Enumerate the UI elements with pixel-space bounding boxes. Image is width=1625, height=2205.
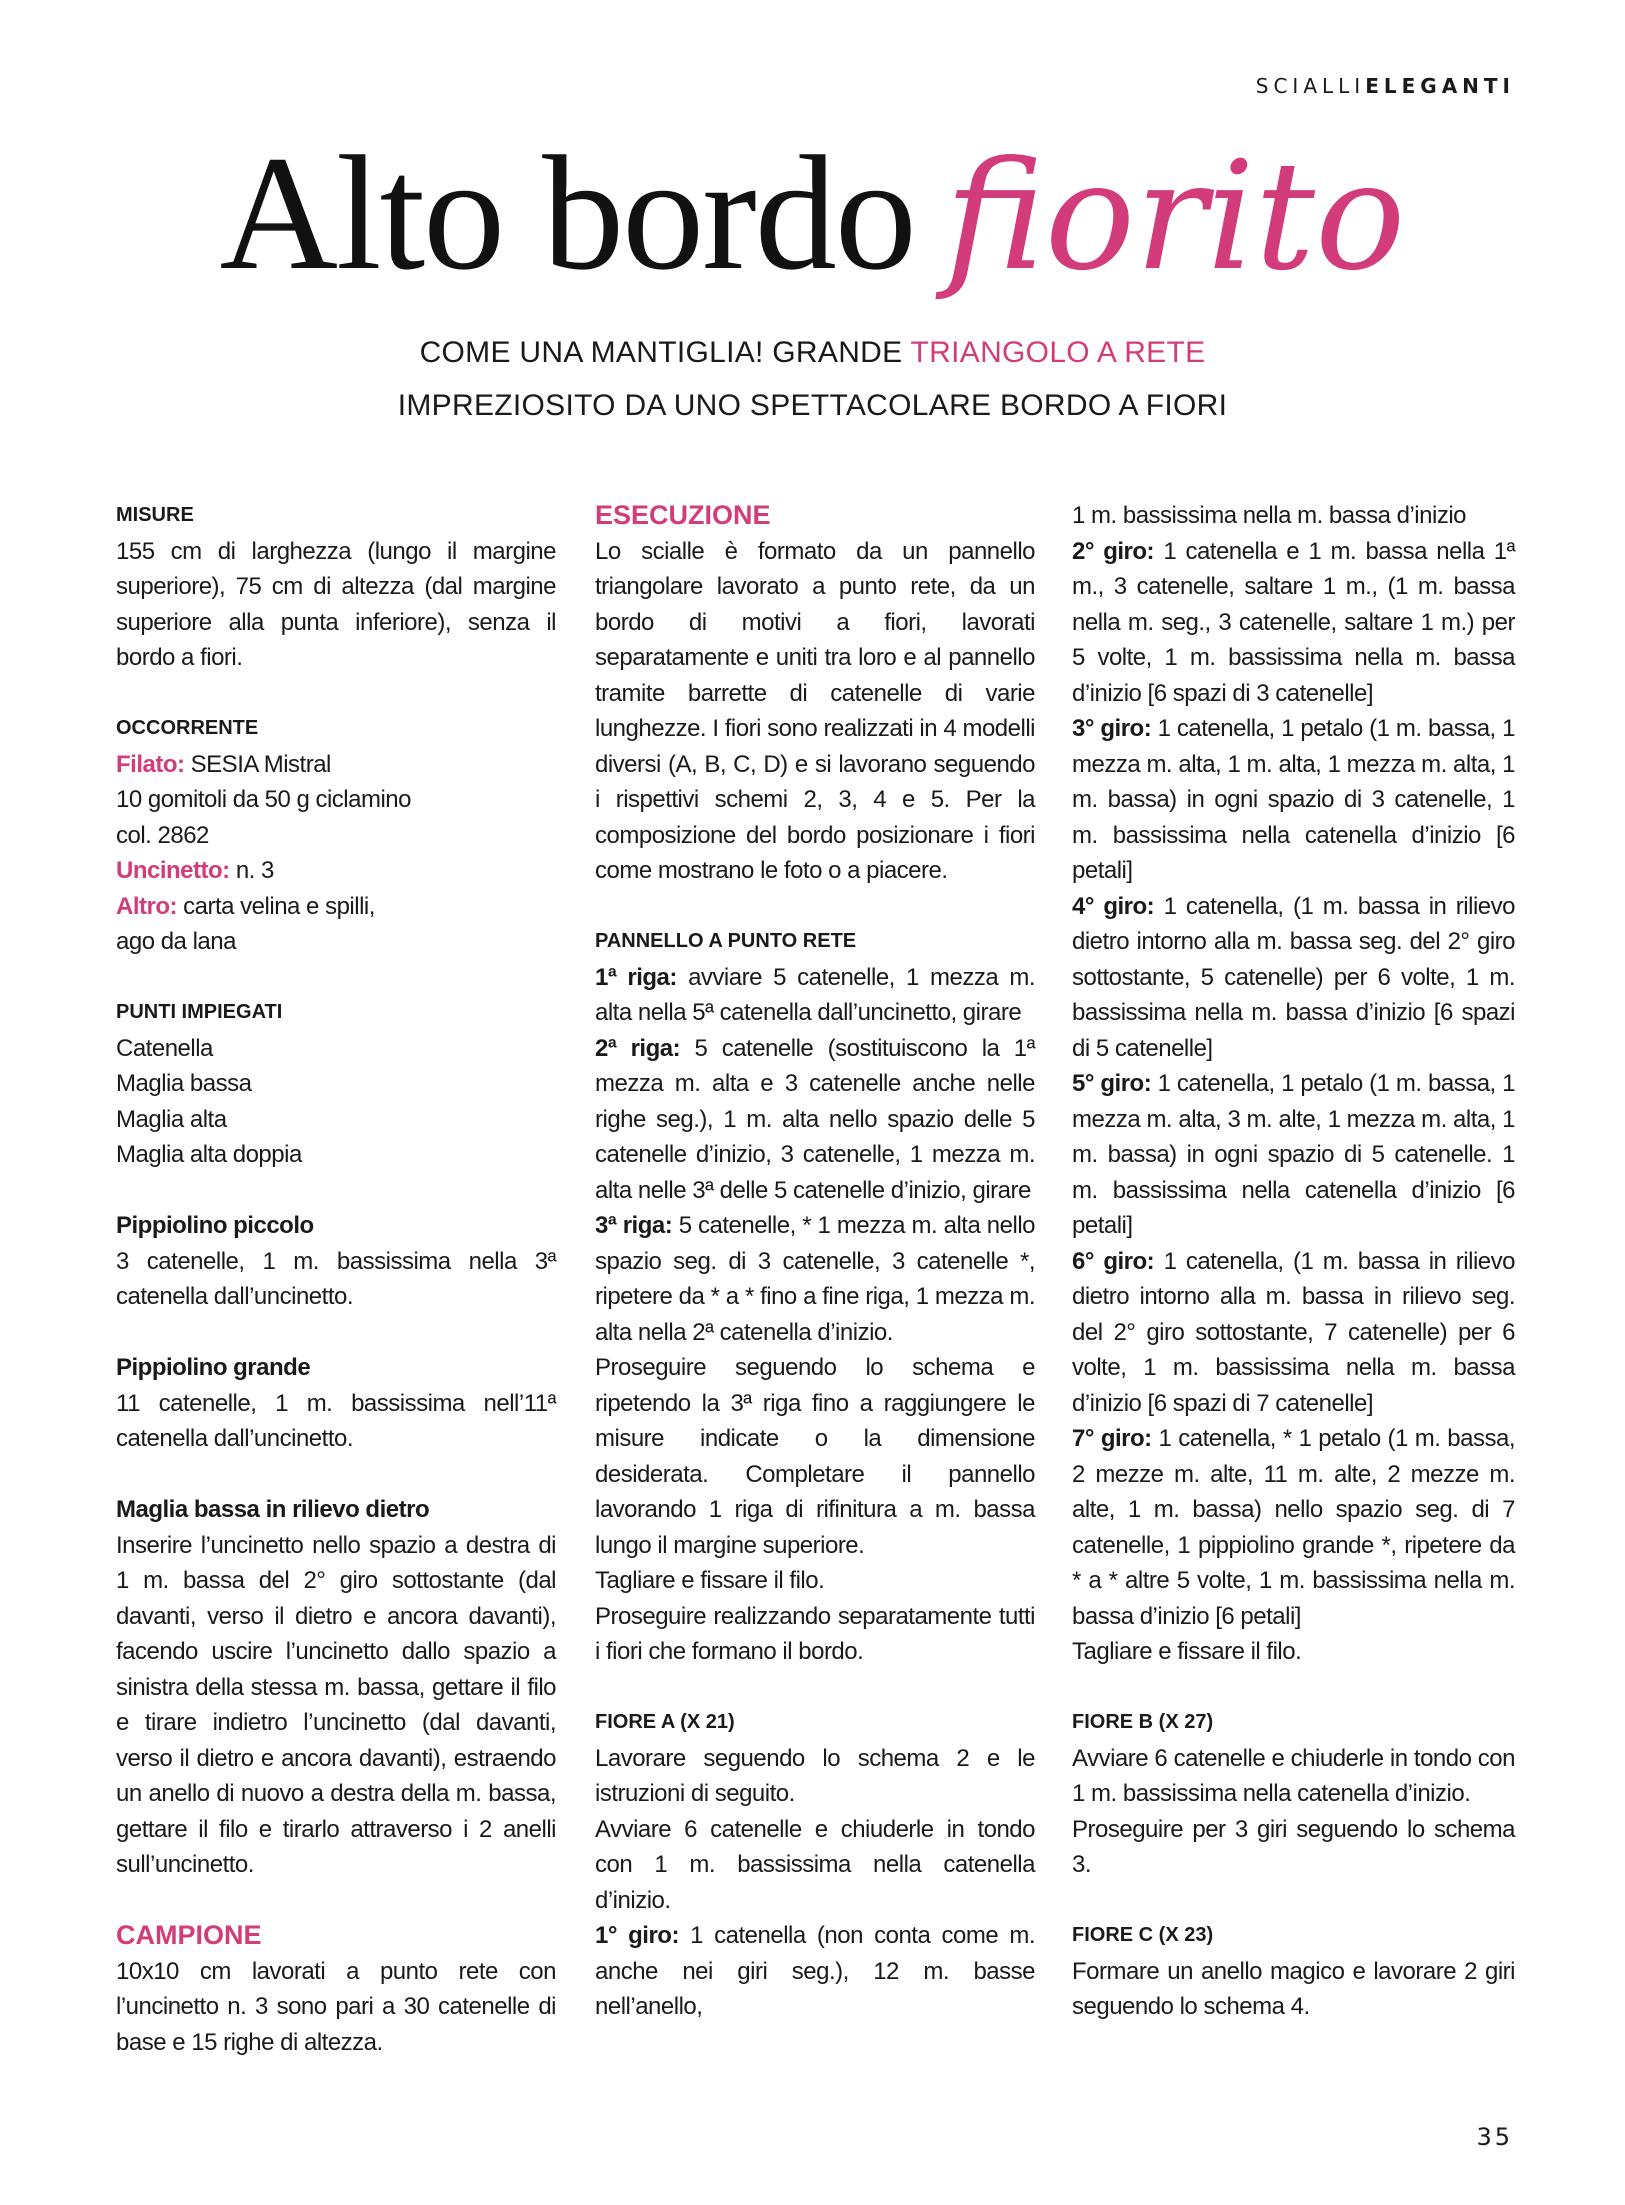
punti-heading: PUNTI IMPIEGATI: [116, 1001, 283, 1023]
altro-line-2: ago da lana: [116, 928, 236, 955]
pippiolino-piccolo-text: 3 catenelle, 1 m. bassissima nella 3ª catenella dall’uncinetto.: [116, 1247, 556, 1310]
giro-4-text: 1 catenella, (1 m. bassa in rilievo dietro intorno alla m. bassa seg. del 2° giro sottostante, 5 catenelle) per 6 volte, 1 m. bassissima nella m. bassa d’inizio [6 spazi di 5 catenelle]: [1072, 892, 1515, 1062]
riga-2-text: 5 catenelle (sostituiscono la 1ª mezza m. alta e 3 catenelle anche nelle righe seg.), 1 m. alta nello spazio delle 5 catenelle d’inizio, 3 catenelle, 1 mezza m. alta nelle 3ª delle 5 catenelle d’inizio, girare: [595, 1034, 1035, 1204]
fiore-a-text-2: Avviare 6 catenelle e chiuderle in tondo con 1 m. bassissima nella catenella d’inizio.: [595, 1815, 1035, 1914]
misure-text: 155 cm di larghezza (lungo il margine superiore), 75 cm di altezza (dal margine superiore alla punta inferiore), senza il bordo a fiori.: [116, 537, 556, 671]
altro-value: carta velina e spilli,: [176, 892, 375, 920]
giro-6-label: 6° giro:: [1072, 1247, 1155, 1275]
pippiolino-grande-heading: Pippiolino grande: [116, 1354, 311, 1381]
proseguire-text: Proseguire seguendo lo schema e ripetendo la 3ª riga fino a raggiungere le misure indicate o la dimensione desiderata. Completare il pannello lavorando 1 riga di rifinitura a m. bassa lungo il margine superiore.: [595, 1354, 1035, 1559]
giro-4: [1072, 889, 1515, 1067]
giro-7: [1072, 1421, 1515, 1634]
filato-line-2: 10 gomitoli da 50 g ciclamino: [116, 786, 412, 813]
filato-label: Filato:: [116, 750, 185, 778]
proseguire-2-text: Proseguire realizzando separatamente tutti i fiori che formano il bordo.: [595, 1602, 1035, 1665]
giro-6-text: 1 catenella, (1 m. bassa in rilievo dietro intorno alla m. bassa in rilievo seg. del 2° giro sottostante, 7 catenelle) per 6 volte, 1 m. bassissima nella m. bassa d’inizio [6 spazi di 7 catenelle]: [1072, 1247, 1515, 1417]
tagliare-text-2: Tagliare e fissare il filo.: [1072, 1638, 1302, 1665]
punto-item: Maglia bassa: [116, 1070, 252, 1097]
riga-2: [595, 1031, 1035, 1209]
column-1: [116, 498, 556, 2060]
riga-3-text: 5 catenelle, * 1 mezza m. alta nello spazio seg. di 3 catenelle, 3 catenelle *, ripetere da * a * fino a fine riga, 1 mezza m. alta nella 2ª catenella d’inizio.: [595, 1212, 1036, 1346]
riga-3-label: 3ª riga:: [595, 1212, 673, 1239]
misure-heading: MISURE: [116, 504, 194, 526]
pannello-heading: PANNELLO A PUNTO RETE: [595, 930, 857, 952]
uncinetto-line: [116, 853, 556, 889]
pippiolino-grande-text: 11 catenelle, 1 m. bassissima nell’11ª catenella dall’uncinetto.: [116, 1389, 556, 1452]
rilievo-text: Inserire l’uncinetto nello spazio a destra di 1 m. bassa del 2° giro sottostante (dal davanti, verso il dietro e ancora davanti), facendo uscire l’uncinetto dallo spazio a sinistra della stessa m. bassa, gettare il filo e tirare indietro l’uncinetto (dal davanti, verso il dietro e ancora davanti), estraendo un anello di nuovo a destra della m. bassa, gettare il filo e tirarlo attraverso i 2 anelli sull’uncinetto.: [116, 1531, 556, 1878]
giro-1-text: 1 catenella (non conta come m. anche nei giri seg.), 12 m. basse nell’anello,: [595, 1922, 1035, 2020]
title-script: fiorito: [944, 130, 1406, 304]
uncinetto-label: Uncinetto:: [116, 857, 230, 884]
altro-line: [116, 889, 556, 925]
tagliare-text: Tagliare e fissare il filo.: [595, 1567, 825, 1594]
fiore-a-text-1: Lavorare seguendo lo schema 2 e le istruzioni di seguito.: [595, 1744, 1035, 1807]
uncinetto-value: n. 3: [229, 857, 274, 884]
subtitle-line-1-prefix: COME UNA MANTIGLIA! GRANDE: [419, 336, 911, 369]
filato-line-3: col. 2862: [116, 821, 209, 849]
esecuzione-heading: ESECUZIONE: [595, 500, 771, 530]
riga-1-label: 1ª riga:: [595, 963, 677, 991]
fiore-c-text: Formare un anello magico e lavorare 2 giri seguendo lo schema 4.: [1072, 1957, 1515, 2020]
subtitle-line-1: [0, 326, 1625, 379]
giro-7-label: 7° giro:: [1072, 1425, 1152, 1452]
giro-2-label: 2° giro:: [1072, 537, 1155, 565]
giro-5: [1072, 1066, 1515, 1244]
fiore-b-heading: FIORE B (X 27): [1072, 1711, 1214, 1733]
riga-3: [595, 1208, 1035, 1350]
punto-item: Catenella: [116, 1034, 213, 1062]
page-number: 35: [1476, 2123, 1513, 2151]
giro-2-text: 1 catenella e 1 m. bassa nella 1ª m., 3 catenelle, saltare 1 m., (1 m. bassa nella m. seg., 3 catenelle, saltare 1 m.) per 5 volte, 1 m. bassissima nella m. bassa d’inizio [6 spazi di 3 catenelle]: [1072, 537, 1515, 707]
section-header-bold: ELEGANTI: [1365, 74, 1515, 98]
giro-3-text: 1 catenella, 1 petalo (1 m. bassa, 1 mezza m. alta, 1 m. alta, 1 mezza m. alta, 1 m. bassa) in ogni spazio di 3 catenelle, 1 m. bassissima nella catenella d’inizio [6 petali]: [1072, 715, 1515, 884]
section-header: [1256, 74, 1515, 98]
giro-3: [1072, 711, 1515, 889]
pippiolino-piccolo-heading: Pippiolino piccolo: [116, 1212, 314, 1239]
giro-7-text: 1 catenella, * 1 petalo (1 m. bassa, 2 mezze m. alte, 11 m. alte, 2 mezze m. alte, 1 m. bassa) nello spazio seg. di 7 catenelle, 1 pippiolino grande *, ripetere da * a * altre 5 volte, 1 m. bassissima nella m. bassa d’inizio [6 petali]: [1072, 1425, 1515, 1630]
giro-6: [1072, 1244, 1515, 1422]
giro-4-label: 4° giro:: [1072, 892, 1155, 920]
filato-line: [116, 747, 556, 783]
fiore-b-text-2: Proseguire per 3 giri seguendo lo schema 3.: [1072, 1815, 1515, 1878]
esecuzione-text: Lo scialle è formato da un pannello triangolare lavorato a punto rete, da un bordo di motivi a fiori, lavorati separatamente e uniti tra loro e al pannello tramite barrette di catenelle di varie lunghezze. I fiori sono realizzati in 4 modelli diversi (A, B, C, D) e si lavorano seguendo i rispettivi schemi 2, 3, 4 e 5. Per la composizione del bordo posizionare i fiori come mostrano le foto o a piacere.: [595, 537, 1035, 884]
campione-heading: CAMPIONE: [116, 1920, 262, 1950]
giro-1: [595, 1918, 1035, 2025]
page-title: [0, 120, 1625, 308]
column-2: [595, 498, 1035, 2025]
rilievo-heading: Maglia bassa in rilievo dietro: [116, 1496, 430, 1523]
riga-1-text: avviare 5 catenelle, 1 mezza m. alta nella 5ª catenella dall’uncinetto, girare: [595, 963, 1036, 1026]
giro-5-label: 5° giro:: [1072, 1070, 1152, 1097]
giro-3-label: 3° giro:: [1072, 715, 1152, 742]
punto-item: Maglia alta doppia: [116, 1141, 302, 1168]
riga-2-label: 2ª riga:: [595, 1034, 681, 1062]
giro-5-text: 1 catenella, 1 petalo (1 m. bassa, 1 mezza m. alta, 3 m. alte, 1 mezza m. alta, 1 m. bassa) in ogni spazio di 5 catenelle. 1 m. bassissima nella catenella d’inizio [6 petali]: [1072, 1070, 1515, 1239]
fiore-a-heading: FIORE A (X 21): [595, 1711, 735, 1733]
subtitle-accent: TRIANGOLO A RETE: [910, 336, 1206, 369]
column-3: [1072, 498, 1515, 2025]
giro-1-label: 1° giro:: [595, 1922, 679, 1949]
filato-value: SESIA Mistral: [184, 750, 331, 778]
section-header-light: SCIALLI: [1255, 74, 1366, 98]
subtitle: [0, 326, 1625, 432]
title-main: Alto bordo: [219, 123, 915, 304]
giro-1-continued: 1 m. bassissima nella m. bassa d’inizio: [1072, 502, 1466, 529]
occorrente-heading: OCCORRENTE: [116, 717, 259, 739]
altro-label: Altro:: [116, 892, 177, 920]
fiore-c-heading: FIORE C (X 23): [1072, 1924, 1214, 1946]
fiore-b-text-1: Avviare 6 catenelle e chiuderle in tondo con 1 m. bassissima nella catenella d’inizio.: [1072, 1744, 1515, 1807]
campione-text: 10x10 cm lavorati a punto rete con l’uncinetto n. 3 sono pari a 30 catenelle di base e 15 righe di altezza.: [116, 1957, 556, 2056]
punto-item: Maglia alta: [116, 1105, 227, 1133]
subtitle-line-2: IMPREZIOSITO DA UNO SPETTACOLARE BORDO A FIORI: [397, 389, 1228, 422]
riga-1: [595, 960, 1035, 1031]
giro-2: [1072, 534, 1515, 712]
